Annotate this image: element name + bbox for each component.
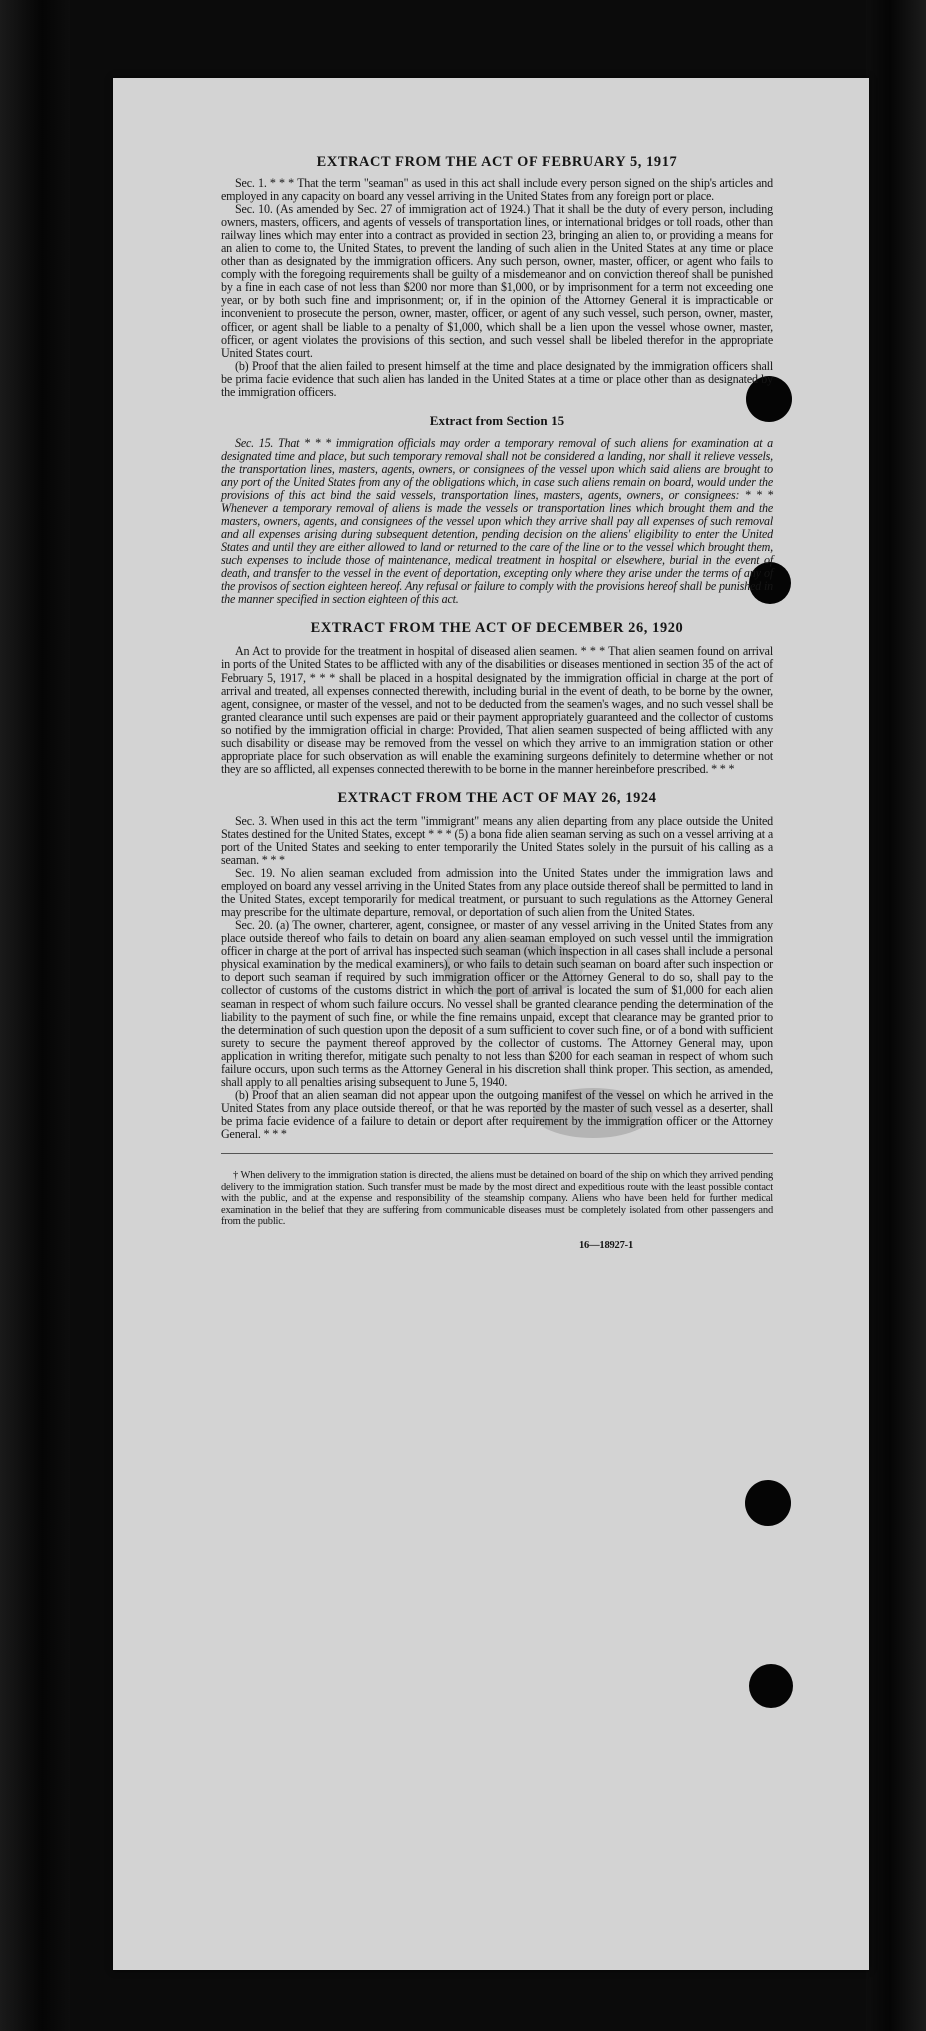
footnote-text: † When delivery to the immigration station is directed, the aliens must be detained on board of the ship on which they arrived pending delivery to the immigration station. Such transfer must be made by the most direct and expeditious route with the least possible contact with the public, and at the expense and responsibility of the steamship company. Aliens who have been held for further medical examination in the belief that they are suffering from communicable diseases must be completely isolated from other passengers and from the public.: [221, 1170, 773, 1228]
heading-section-15: Extract from Section 15: [429, 412, 565, 428]
form-number: 16—18927-1: [579, 1239, 633, 1251]
punch-hole: [749, 1664, 793, 1708]
section-19-text: Sec. 19. No alien seaman excluded from admission into the United States under the immigration laws and employed on board any vessel arriving in the United States from any place outside thereof shall be permitted to land in the United States, except temporarily for medical treatment, or pursuant to such regulations as the Attorney General may prescribe for the ultimate departure, removal, or deportation of such alien from the United States.: [221, 866, 773, 920]
film-edge-left: [0, 0, 70, 2031]
document-body: [221, 154, 773, 1252]
section-10-text: Sec. 10. (As amended by Sec. 27 of immigration act of 1924.) That it shall be the duty of every person, including owners, masters, officers, and agents of vessels of transportation lines, or international bridges or toll roads, other than railway lines which may enter into a contract as provided in section 23, bringing an alien to, or providing a means for an alien to come to, the United States, to prevent the landing of such alien in the United States at any time or place other than as designated by the immigration officers. Any such person, owner, master, officer, or agent who fails to comply with the foregoing requirements shall be guilty of a misdemeanor and on conviction thereof shall be punished by a fine in each case of not less than $200 nor more than $1,000, or by imprisonment for a term not exceeding one year, or by both such fine and imprisonment; or, if in the opinion of the Attorney General it is impracticable or inconvenient to prosecute the person, owner, master, officer, or agent of any such vessel, such person, owner, master, officer, or agent shall be liable to a penalty of $1,000, which shall be a lien upon the vessel whose owner, master, officer, or agent violates the provisions of this section, and such vessel shall be libeled therefor in the appropriate United States court.: [221, 202, 773, 360]
section-20a-text: Sec. 20. (a) The owner, charterer, agent, consignee, or master of any vessel arriving in the United States from any place outside thereof who fails to detain on board any alien seaman employed on such vessel until the immigration officer in charge at the port of arrival has inspected such seaman (which inspection in all cases shall include a personal physical examination by the medical examiners), or who fails to detain such seaman on board after such inspection or to deport such seaman if required by such immigration officer or the Attorney General to do so, shall pay to the collector of customs of the customs district in which the port of arrival is located the sum of $1,000 for each alien seaman in respect of whom such failure occurs. No vessel shall be granted clearance pending the determination of the liability to the payment of such fine, or while the fine remains unpaid, except that clearance may be granted prior to the determination of such question upon the deposit of a sum sufficient to cover such fine, or of a bond with sufficient surety to secure the payment thereof approved by the collector of customs. The Attorney General may, upon application in writing therefor, mitigate such penalty to not less than $200 for each seaman in respect of whom such failure occurs, upon such terms as the Attorney General in his discretion shall think proper. This section, as amended, shall apply to all penalties arising subsequent to June 5, 1940.: [221, 918, 773, 1089]
punch-hole: [745, 1480, 791, 1526]
document-page: [113, 78, 869, 1970]
heading-act-1920: EXTRACT FROM THE ACT OF DECEMBER 26, 1920: [310, 620, 684, 637]
section-10b-text: (b) Proof that the alien failed to present himself at the time and place designated by the immigration officers shall be prima facie evidence that such alien has landed in the United States at a time or place other than as designated by the immigration officers.: [221, 358, 773, 399]
footnote-divider: [221, 1153, 773, 1154]
film-edge-right: [866, 0, 926, 2031]
section-20b-text: (b) Proof that an alien seaman did not appear upon the outgoing manifest of the vessel on which he arrived in the United States from any place outside thereof, or that he was reported by the master of such vessel as a deserter, shall be prima facie evidence of a failure to detain or deport after requirement by the immigration officer or the Attorney General. * * *: [221, 1087, 773, 1141]
section-1-text: Sec. 1. * * * That the term "seaman" as used in this act shall include every person signed on the ship's articles and employed in any capacity on board any vessel arriving in the United States from any foreign port or place.: [221, 176, 773, 204]
heading-act-1924: EXTRACT FROM THE ACT OF MAY 26, 1924: [337, 789, 657, 806]
heading-act-1917: EXTRACT FROM THE ACT OF FEBRUARY 5, 1917: [316, 154, 678, 170]
section-15-text: Sec. 15. That * * * immigration officials may order a temporary removal of such aliens for examination at a designated time and place, but such temporary removal shall not be considered a landing, nor shall it relieve vessels, the transportation lines, masters, agents, owners, or consignees of the vessel upon which said aliens are brought to any port of the United States from any of the obligations which, in case such aliens remain on board, would under the provisions of this act bind the said vessels, transportation lines, masters, agents, owners, or consignees: * * * Whenever a temporary removal of aliens is made the vessels or transportation lines which brought them and the masters, owners, agents, and consignees of the vessel upon which they arrive shall pay all expenses of such removal and all expenses arising during subsequent detention, pending decision on the aliens' eligibility to enter the United States and until they are either allowed to land or returned to the care of the line or to the vessel which brought them, such expenses to include those of maintenance, medical treatment in hospital or elsewhere, burial in the event of death, and transfer to the vessel in the event of deportation, excepting only where they arise under the terms of any of the provisos of section eighteen hereof. Any refusal or failure to comply with the provisions hereof shall be punished in the manner specified in section eighteen of this act.: [221, 435, 773, 607]
section-3-text: Sec. 3. When used in this act the term "immigrant" means any alien departing from any place outside the United States destined for the United States, except * * * (5) a bona fide alien seaman serving as such on a vessel arriving at a port of the United States and seeking to enter temporarily the United States solely in the pursuit of his calling as a seaman. * * *: [221, 813, 773, 868]
act-1920-text: An Act to provide for the treatment in hospital of diseased alien seamen. * * * That alien seamen found on arrival in ports of the United States to be afflicted with any of the disabilities or diseases mentioned in section 35 of the act of February 5, 1917, * * * shall be placed in a hospital designated by the immigration official in charge at the port of arrival and treated, all expenses connected therewith, including burial in the event of death, to be borne by the owner, agent, consignee, or master of the vessel, and not to be deducted from the seamen's wages, and no such vessel shall be granted clearance until such expenses are paid or their payment appropriately guaranteed and the collector of customs so notified by the immigration official in charge: Provided, That alien seamen suspected of being afflicted with any such disability or disease may be removed from the vessel on which they arrive to an immigration station or other appropriate place for such observation as will enable the examining surgeons definitely to determine whether or not they are so afflicted, all expenses connected therewith to be borne in the manner hereinbefore prescribed. * * *: [221, 644, 773, 776]
